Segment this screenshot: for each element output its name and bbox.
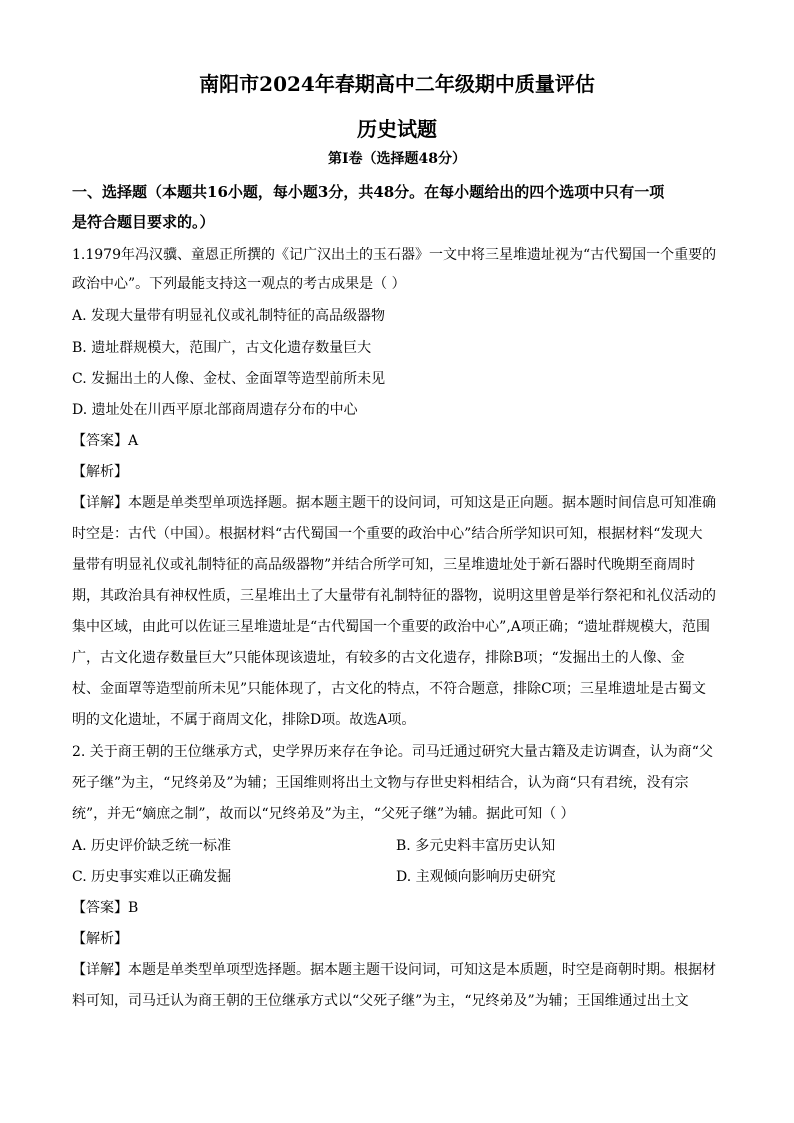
q1-stem-line1: 1.1979年冯汉骥、童恩正所撰的《记广汉出土的玉石器》一文中将三星堆遗址视为“古代蜀国一个重要的 [72, 247, 717, 263]
q1-detail-line: 明的文化遗址，不属于商周文化，排除D项。故选A项。 [72, 712, 416, 728]
q1-option-c: C. 发掘出土的人像、金杖、金面罩等造型前所未见 [72, 371, 386, 387]
exam-title: 南阳市2024年春期高中二年级期中质量评估 [199, 72, 595, 96]
q2-option-d: D. 主观倾向影响历史研究 [396, 869, 556, 885]
q1-detail-line: 量带有明显礼仪或礼制特征的高品级器物”并结合所学可知，三星堆遗址处于新石器时代晚期至商周时 [72, 557, 696, 573]
q1-detail-line: 广，古文化遗存数量巨大”只能体现该遗址，有较多的古文化遗存，排除B项；“发掘出土的人像、金 [72, 650, 685, 666]
section-heading-line2: 是符合题目要求的。） [72, 213, 215, 231]
q2-option-b: B. 多元史料丰富历史认知 [396, 838, 556, 854]
q2-detail-line: 【详解】本题是单类型单项型选择题。据本题主题干设问词，可知这是本质题，时空是商朝时期。根据材 [72, 962, 716, 978]
q1-detail-line: 集中区域，由此可以佐证三星堆遗址是“古代蜀国一个重要的政治中心”,A项正确；“遗址群规模大，范围 [72, 619, 711, 635]
q2-answer: 【答案】B [72, 900, 139, 916]
q1-detail-line: 杖、金面罩等造型前所未见”只能体现了，古文化的特点，不符合题意，排除C项；三星堆遗址是古蜀文 [72, 681, 706, 697]
q1-detail-line: 【详解】本题是单类型单项选择题。据本题主题干的设问词，可知这是正向题。据本题时间信息可知准确 [72, 495, 716, 511]
q1-option-a: A. 发现大量带有明显礼仪或礼制特征的高品级器物 [72, 308, 386, 324]
q2-detail-line: 料可知，司马迁认为商王朝的王位继承方式以“父死子继”为主，“兄终弟及”为辅；王国维通过出土文 [72, 993, 689, 1009]
q2-stem-line: 统”，并无“嫡庶之制”，故而以“兄终弟及”为主，“父死子继”为辅。据此可知（ ） [72, 806, 575, 822]
q2-stem-line: 死子继”为主，“兄终弟及”为辅；王国维则将出土文物与存世史料相结合，认为商“只有君统，没有宗 [72, 775, 689, 791]
q1-option-b: B. 遗址群规模大，范围广，古文化遗存数量巨大 [72, 340, 372, 356]
q1-analysis-label: 【解析】 [72, 464, 128, 480]
q1-detail-line: 期，其政治具有神权性质，三星堆出土了大量带有礼制特征的器物，说明这里曾是举行祭祀和礼仪活动的 [72, 588, 716, 604]
q2-analysis-label: 【解析】 [72, 931, 128, 947]
q1-option-d: D. 遗址处在川西平原北部商周遗存分布的中心 [72, 402, 358, 418]
q2-stem-line: 2. 关于商王朝的王位继承方式，史学界历来存在争论。司马迁通过研究大量古籍及走访调查，认为商“父 [72, 744, 713, 760]
q2-option-a: A. 历史评价缺乏统一标准 [72, 838, 232, 854]
subject-title: 历史试题 [357, 117, 437, 141]
q1-answer: 【答案】A [72, 433, 139, 449]
section-heading-line1: 一、选择题（本题共16小题，每小题3分，共48分。在每小题给出的四个选项中只有一项 [72, 183, 665, 201]
q2-option-c: C. 历史事实难以正确发掘 [72, 869, 232, 885]
part-title: 第Ⅰ卷（选择题48分） [327, 151, 467, 167]
q1-stem-line2: 政治中心”。下列最能支持这一观点的考古成果是（ ） [72, 276, 406, 292]
q1-detail-line: 时空是：古代（中国）。根据材料“古代蜀国一个重要的政治中心”结合所学知识可知，根据材料“发现大 [72, 526, 703, 542]
